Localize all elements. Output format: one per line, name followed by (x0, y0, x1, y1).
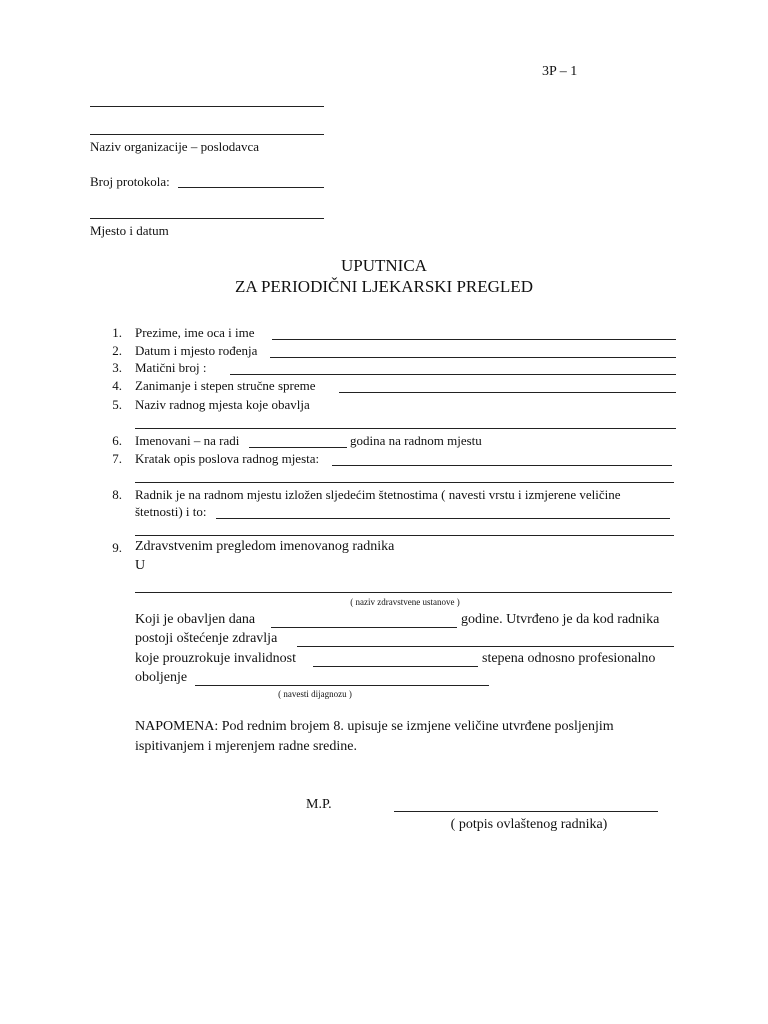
signature-field[interactable] (394, 811, 658, 812)
item-number: 5. (112, 397, 122, 412)
job-description-field-2[interactable] (135, 482, 674, 483)
item-label: Zdravstvenim pregledom imenovanog radnika (135, 539, 395, 554)
item-label: Datum i mjesto rođenja (135, 343, 258, 358)
item-number: 6. (112, 433, 122, 448)
item-label: oboljenje (135, 670, 188, 685)
item-label: Radnik je na radnom mjestu izložen sljedećim štetnostima ( navesti vrstu i izmjerene veličine (135, 487, 621, 502)
item-label: godina na radnom mjestu (350, 433, 482, 448)
item-label: Imenovani – na radi (135, 433, 240, 448)
name-field[interactable] (272, 339, 676, 340)
item-number: 7. (112, 451, 122, 466)
item-label: Koji je obavljen dana (135, 612, 256, 627)
occupation-field[interactable] (339, 392, 676, 393)
hazards-field[interactable] (216, 518, 670, 519)
diagnosis-field[interactable] (195, 685, 489, 686)
job-description-field[interactable] (332, 465, 672, 466)
item-label: štetnosti) i to: (135, 504, 207, 519)
title-line-2: ZA PERIODIČNI LJEKARSKI PREGLED (235, 277, 533, 296)
item-label: godine. Utvrđeno je da kod radnika (461, 612, 660, 627)
id-number-field[interactable] (230, 374, 676, 375)
item-label: Zanimanje i stepen stručne spreme (135, 378, 316, 393)
institution-field[interactable] (135, 592, 672, 593)
exam-date-field[interactable] (271, 627, 457, 628)
item-label: Naziv radnog mjesta koje obavlja (135, 397, 310, 412)
years-field[interactable] (249, 447, 347, 448)
health-damage-field[interactable] (297, 646, 674, 647)
hazards-field-2[interactable] (135, 535, 674, 536)
note-line-1: NAPOMENA: Pod rednim brojem 8. upisuje se izmjene veličine utvrđene posljenjim (135, 719, 614, 734)
item-label: postoji oštećenje zdravlja (135, 631, 278, 646)
item-label: U (135, 558, 146, 573)
item-number: 9. (112, 540, 122, 555)
organization-line-1[interactable] (90, 106, 324, 107)
item-number: 2. (112, 343, 122, 358)
item-number: 3. (112, 360, 122, 375)
form-code: 3P – 1 (542, 64, 578, 79)
disability-degree-field[interactable] (313, 666, 478, 667)
note-line-2: ispitivanjem i mjerenjem radne sredine. (135, 739, 357, 754)
workplace-field[interactable] (135, 428, 676, 429)
item-number: 4. (112, 378, 122, 393)
stamp-label: M.P. (306, 797, 332, 812)
title-line-1: UPUTNICA (341, 256, 427, 275)
item-label: Prezime, ime oca i ime (135, 325, 255, 340)
organization-label: Naziv organizacije – poslodavca (90, 139, 260, 154)
place-date-label: Mjesto i datum (90, 223, 169, 238)
protocol-label: Broj protokola: (90, 174, 170, 189)
item-label: Matični broj : (135, 360, 207, 375)
item-label: Kratak opis poslova radnog mjesta: (135, 451, 320, 466)
item-label: stepena odnosno profesionalno (482, 651, 656, 666)
item-label: koje prouzrokuje invalidnost (135, 651, 296, 666)
signature-label: ( potpis ovlaštenog radnika) (450, 817, 608, 832)
item-number: 8. (112, 487, 122, 502)
organization-line-2[interactable] (90, 134, 324, 135)
item-number: 1. (112, 325, 122, 340)
institution-note: ( naziv zdravstvene ustanove ) (350, 597, 460, 607)
place-date-field[interactable] (90, 218, 324, 219)
protocol-field[interactable] (178, 187, 324, 188)
diagnosis-note: ( navesti dijagnozu ) (278, 689, 352, 699)
birth-field[interactable] (270, 357, 676, 358)
